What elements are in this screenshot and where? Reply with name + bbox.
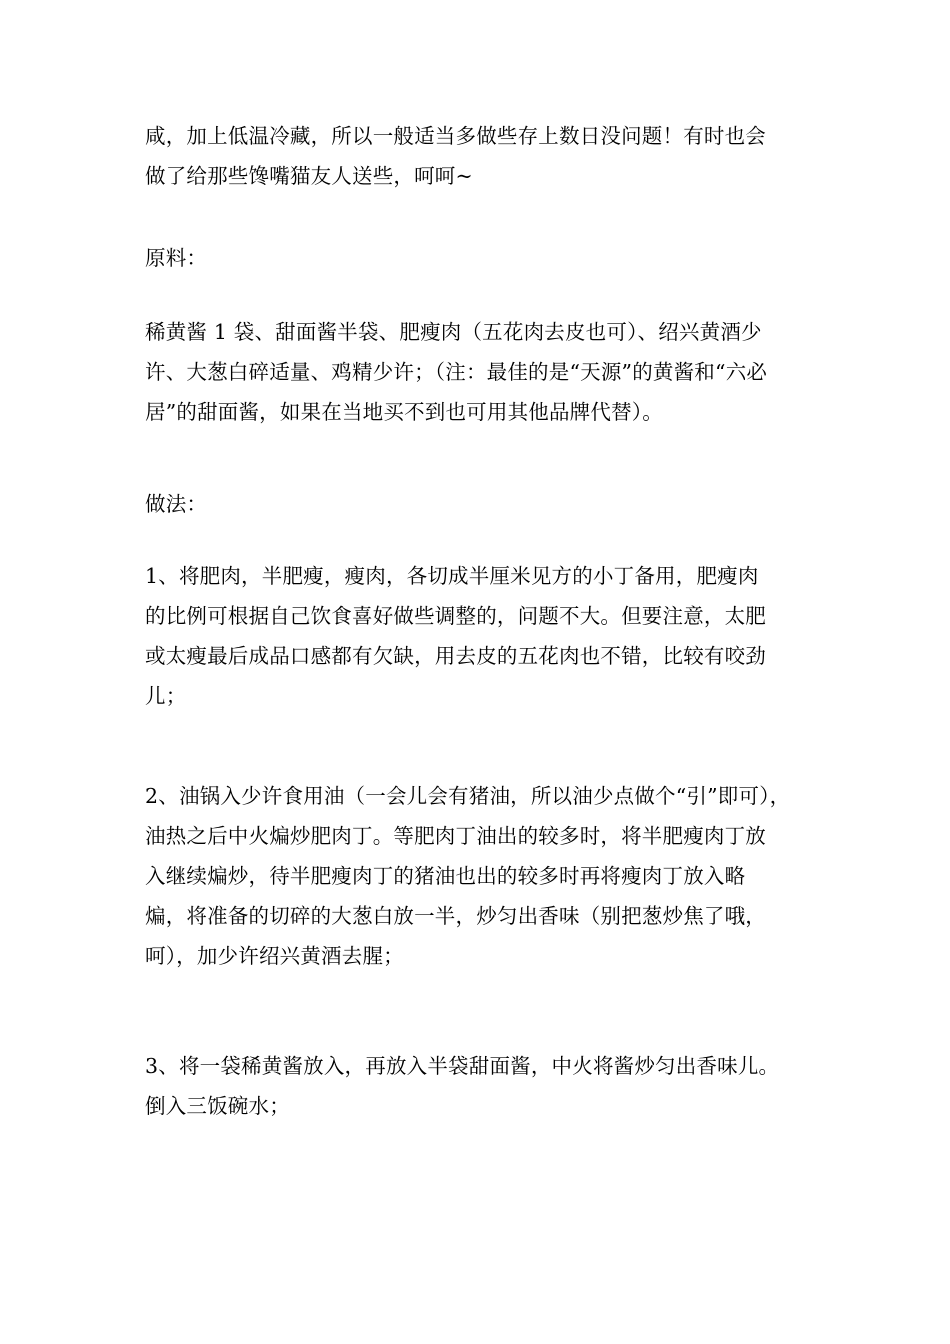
text-line: 煸，将准备的切碎的大葱白放一半，炒匀出香味（别把葱炒焦了哦， bbox=[145, 904, 766, 928]
ingredients-paragraph bbox=[145, 312, 810, 432]
text-line: 儿； bbox=[145, 684, 187, 708]
step-1-paragraph bbox=[145, 556, 810, 716]
text-line: 的比例可根据自己饮食喜好做些调整的，问题不大。但要注意，太肥 bbox=[145, 604, 766, 628]
text-line: 倒入三饭碗水； bbox=[145, 1094, 290, 1118]
text-line: 做了给那些馋嘴猫友人送些，呵呵~ bbox=[145, 164, 473, 188]
step-2-paragraph bbox=[145, 776, 810, 976]
ingredients-heading: 原料： bbox=[145, 246, 208, 270]
text-line: 呵），加少许绍兴黄酒去腥； bbox=[145, 944, 404, 968]
text-line: 或太瘦最后成品口感都有欠缺，用去皮的五花肉也不错，比较有咬劲 bbox=[145, 644, 766, 668]
text-line: 油热之后中火煸炒肥肉丁。等肥肉丁油出的较多时，将半肥瘦肉丁放 bbox=[145, 824, 766, 848]
text-line: 稀黄酱 1 袋、甜面酱半袋、肥瘦肉（五花肉去皮也可）、绍兴黄酒少 bbox=[145, 320, 762, 344]
method-heading: 做法： bbox=[145, 492, 208, 516]
text-line: 3、将一袋稀黄酱放入，再放入半袋甜面酱，中火将酱炒匀出香味儿。 bbox=[145, 1054, 780, 1078]
text-line: 居”的甜面酱，如果在当地买不到也可用其他品牌代替）。 bbox=[145, 400, 663, 424]
text-line: 许、大葱白碎适量、鸡精少许；（注：最佳的是“天源”的黄酱和“六必 bbox=[145, 360, 768, 384]
text-line: 2、油锅入少许食用油（一会儿会有猪油，所以油少点做个“引”即可）， bbox=[145, 784, 791, 808]
step-3-paragraph bbox=[145, 1046, 810, 1126]
intro-paragraph bbox=[145, 116, 810, 196]
text-line: 入继续煸炒，待半肥瘦肉丁的猪油也出的较多时再将瘦肉丁放入略 bbox=[145, 864, 746, 888]
text-line: 咸，加上低温冷藏，所以一般适当多做些存上数日没问题！有时也会 bbox=[145, 124, 766, 148]
text-line: 1、将肥肉，半肥瘦，瘦肉，各切成半厘米见方的小丁备用，肥瘦肉 bbox=[145, 564, 759, 588]
